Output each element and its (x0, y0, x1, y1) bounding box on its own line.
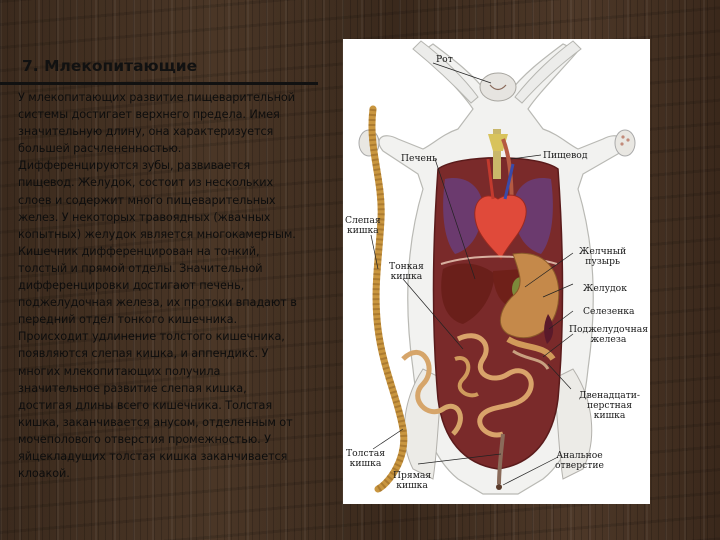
label-liver: Печень (401, 153, 438, 164)
body-line: мочеполового отверстия промежностью. У (18, 432, 271, 446)
body-line: клоакой. (18, 467, 70, 481)
label-cecum (345, 216, 381, 236)
label-large-intestine (346, 449, 385, 469)
label-mouth: Рот (436, 54, 453, 65)
label-rectum-line-1: Прямая (393, 470, 432, 481)
body-line: передний отдел тонкого кишечника. (18, 313, 237, 327)
label-large-intestine-line-2: кишка (349, 458, 382, 469)
body-line: Дифференцируются зубы, развивается (18, 159, 251, 173)
label-stomach: Желудок (583, 283, 627, 294)
label-duodenum-line-3: кишка (593, 410, 626, 421)
body-line: значительную длину, она характеризуется (18, 125, 274, 139)
label-duodenum (579, 391, 640, 421)
label-cecum-line-1: Слепая (345, 215, 381, 226)
body-line: дифференцировки достигают печень, (18, 279, 245, 293)
label-anus-line-1: Анальное (556, 450, 603, 461)
label-pancreas (569, 325, 648, 345)
body-line: поджелудочная железа, их протоки впадают в (18, 296, 297, 310)
body-line: желез. У некоторых травоядных (жвачных (18, 210, 271, 224)
body-line: У млекопитающих развитие пищеварительной (18, 91, 295, 104)
title-underline (0, 82, 318, 85)
body-line: системы достигает верхнего предела. Имея (18, 108, 280, 122)
body-line: слоев и содержит много пищеварительных (18, 193, 276, 207)
label-small-intestine-line-2: кишка (390, 271, 423, 282)
body-line: достигая длины всего кишечника. Толстая (18, 398, 273, 412)
label-small-intestine (389, 262, 424, 282)
label-pancreas-line-2: железа (590, 334, 627, 345)
label-cecum-line-2: кишка (347, 225, 379, 236)
body-line: значительное развитие слепая кишка, (18, 381, 247, 395)
body-line: большей расчлененностью. (18, 142, 182, 156)
label-small-intestine-line-1: Тонкая (389, 261, 424, 272)
body-line: Кишечник дифференцирован на тонкий, (18, 244, 260, 258)
body-line: многих млекопитающих получила (18, 364, 221, 378)
label-gallbladder-line-1: Желчный (579, 246, 627, 257)
body-line: кишка, заканчивается анусом, отделенным от (18, 415, 293, 429)
body-line: яйцекладущих толстая кишка заканчивается (18, 449, 288, 463)
label-anus-line-2: отверстие (555, 460, 604, 471)
label-gallbladder (579, 247, 626, 267)
label-gallbladder-line-2: пузырь (585, 256, 620, 267)
slide-body-text (18, 89, 318, 482)
label-pancreas-line-1: Поджелудочная (569, 324, 648, 335)
label-duodenum-line-2: перстная (586, 400, 633, 411)
body-line: толстый и прямой отделы. Значительной (18, 261, 263, 275)
slide-title: 7. Млекопитающие (22, 57, 198, 75)
body-line: пищевод. Желудок, состоит из нескольких (18, 176, 274, 190)
body-line: копытных) желудок является многокамерным. (18, 227, 296, 241)
label-anus (555, 451, 604, 471)
label-spleen: Селезенка (583, 306, 635, 317)
label-rectum (393, 471, 431, 491)
label-esophagus: Пищевод (543, 150, 588, 161)
label-duodenum-line-1: Двенадцати- (579, 390, 641, 401)
rabbit-anatomy-figure (343, 39, 650, 504)
body-line: появляются слепая кишка, и аппендикс. У (18, 347, 269, 361)
body-line: Происходит удлинение толстого кишечника, (18, 330, 285, 344)
label-large-intestine-line-1: Толстая (346, 448, 385, 459)
label-rectum-line-2: кишка (396, 480, 428, 491)
